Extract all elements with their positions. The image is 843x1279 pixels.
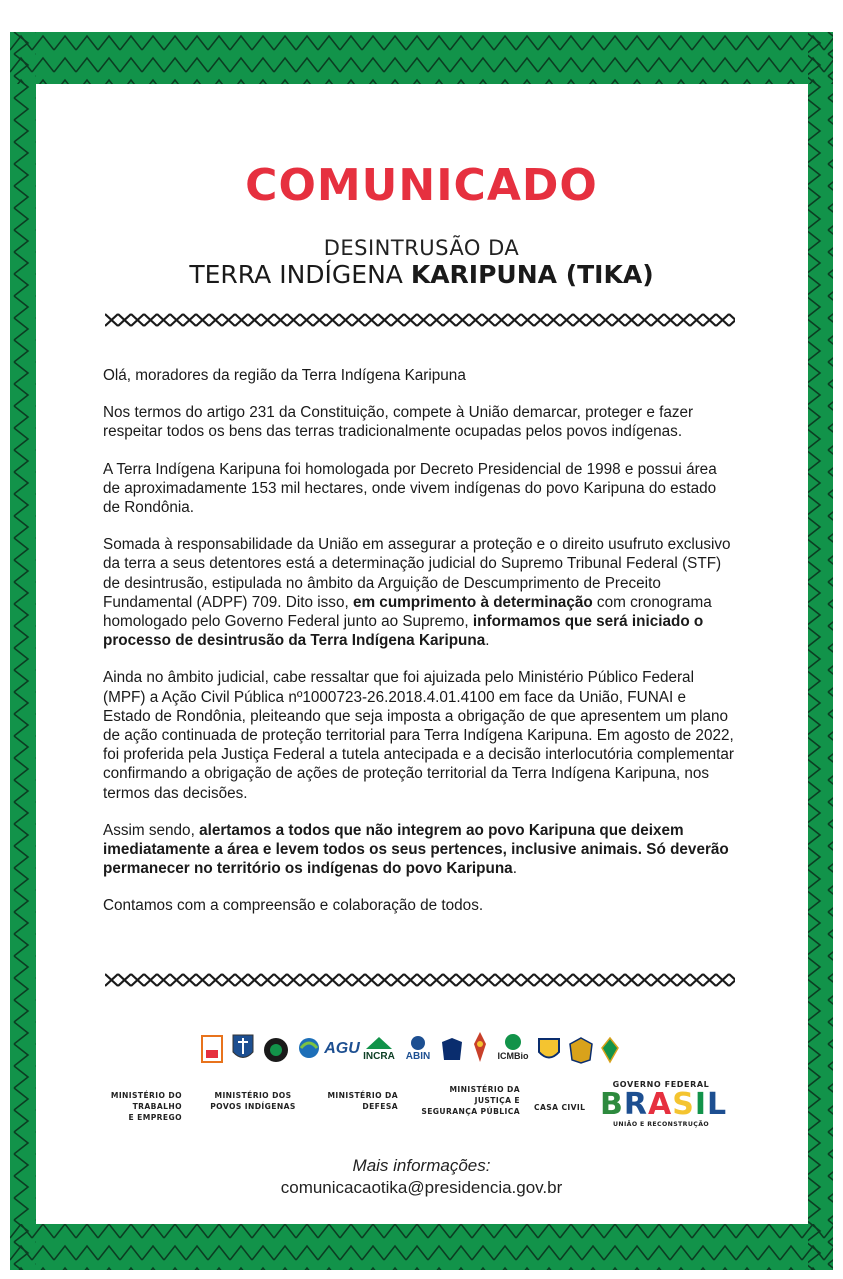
- ministerio-trabalho: MINISTÉRIO DO TRABALHO E EMPREGO: [110, 1091, 182, 1122]
- incra-label: INCRA: [363, 1050, 395, 1062]
- brasil-letters: [600, 1087, 727, 1122]
- ministerio-povos-indigenas: MINISTÉRIO DOS POVOS INDÍGENAS: [210, 1091, 296, 1111]
- pf-logo-icon: [440, 1036, 464, 1064]
- subtitle-line-1: DESINTRUSÃO DA: [323, 236, 520, 260]
- judicial-paragraph: Ainda no âmbito judicial, cabe ressaltar que foi ajuizada pelo Ministério Público Federal (MPF) a Ação Civil Pública nº1000723-26.2018.4.01.4100 em face da União, FUNAI e Estado de Rondônia, pleiteando que seja imposta a obrigação de que apresentem um plano de ação continuada de proteção territorial para Terra Indígena Karipuna. Em agosto de 2022, foi proferida pela Justiça Federal a tutela antecipada e a decisão interlocutória complementar confirmando a obrigação de ações de proteção territorial da Terra Indígena Karipuna, nos termos das decisões.: [103, 669, 734, 802]
- brasil-letter: B: [600, 1087, 624, 1122]
- brasil-letter: A: [647, 1087, 673, 1122]
- censipam-logo-icon: [296, 1036, 322, 1064]
- governo-federal-logo: [600, 1080, 728, 1138]
- icmbio-logo: [496, 1030, 530, 1064]
- incra-logo: [362, 1032, 396, 1064]
- ornament-braid-bottom: [105, 972, 735, 988]
- trabalho-logo-icon: [200, 1034, 224, 1064]
- abin-logo: [402, 1032, 434, 1064]
- ornament-braid-top: [105, 312, 735, 328]
- subtitle-line-2: [0, 260, 843, 289]
- text-span: .: [485, 632, 490, 650]
- brasil-letter: L: [706, 1087, 728, 1122]
- agency-logos: [200, 1024, 620, 1064]
- brasil-letter: R: [623, 1087, 648, 1122]
- text-span: Assim sendo,: [103, 821, 200, 839]
- text-span: com cronograma homologado pelo Governo Federal junto ao Supremo,: [103, 593, 712, 631]
- abin-label: ABIN: [405, 1050, 431, 1062]
- crest-logo-icon: [230, 1032, 256, 1064]
- casa-civil: CASA CIVIL: [534, 1103, 586, 1112]
- bold-span: informamos que será iniciado o processo de desintrusão da Terra Indígena Karipuna: [103, 613, 704, 650]
- bold-span: alertamos a todos que não integrem ao povo Karipuna que deixem imediatamente a área e levem todos os seus pertences, inclusive animais. Só deverão permanecer no território os indígenas do povo Karipuna: [103, 821, 729, 878]
- subtitle-regular: TERRA INDÍGENA: [189, 260, 411, 289]
- gov-top-label: GOVERNO FEDERAL: [612, 1080, 710, 1089]
- icmbio-label: ICMBio: [497, 1051, 529, 1061]
- text-span: Somada à responsabilidade da União em assegurar a proteção e o direito usufruto exclusivo da terra a seus detentores está a determinação judicial do Supremo Tribunal Federal (STF) de desintrusão, estipulada no âmbito da Arguição de Descumprimento de Preceito Fundamental (ADPF) 709. Dito isso,: [103, 536, 731, 611]
- subtitle-bold: KARIPUNA (TIKA): [410, 260, 654, 289]
- funai-logo-icon: [470, 1030, 490, 1064]
- determination-paragraph: [103, 535, 735, 650]
- pf-badge-icon: [568, 1036, 594, 1064]
- ministerio-defesa: MINISTÉRIO DA DEFESA: [327, 1091, 398, 1111]
- contact-email: comunicacaotika@presidencia.gov.br: [280, 1178, 563, 1197]
- agu-logo: AGU: [324, 1040, 360, 1057]
- gov-brasil-wordmark: [600, 1087, 728, 1122]
- constitution-paragraph: Nos termos do artigo 231 da Constituição, compete à União demarcar, proteger e fazer respeitar todos os bens das terras tradicionalmente ocupadas pelos povos indígenas.: [103, 404, 694, 441]
- text-span: .: [512, 860, 517, 878]
- bold-span: em cumprimento à determinação: [352, 593, 593, 611]
- ministerio-justica: MINISTÉRIO DA JUSTIÇA E SEGURANÇA PÚBLICA: [421, 1085, 520, 1116]
- greeting-paragraph: Olá, moradores da região da Terra Indígena Karipuna: [103, 367, 466, 384]
- closing-paragraph: Contamos com a compreensão e colaboração de todos.: [103, 897, 484, 915]
- brasil-letter: I: [694, 1087, 707, 1122]
- seal-logo-icon: [262, 1036, 290, 1064]
- gov-bottom-label: UNIÃO E RECONSTRUÇÃO: [612, 1121, 710, 1128]
- more-info-label: Mais informações:: [352, 1156, 491, 1175]
- document-body: [103, 366, 735, 934]
- alert-paragraph: [103, 821, 735, 879]
- document-title: COMUNICADO: [245, 160, 598, 211]
- prf-logo-icon: [536, 1036, 562, 1064]
- army-logo-icon: [600, 1036, 620, 1064]
- homologation-paragraph: A Terra Indígena Karipuna foi homologada por Decreto Presidencial de 1998 e possui área de aproximadamente 153 mil hectares, onde vivem indígenas do povo Karipuna do estado de Rondônia.: [103, 460, 717, 517]
- brasil-letter: S: [672, 1087, 695, 1122]
